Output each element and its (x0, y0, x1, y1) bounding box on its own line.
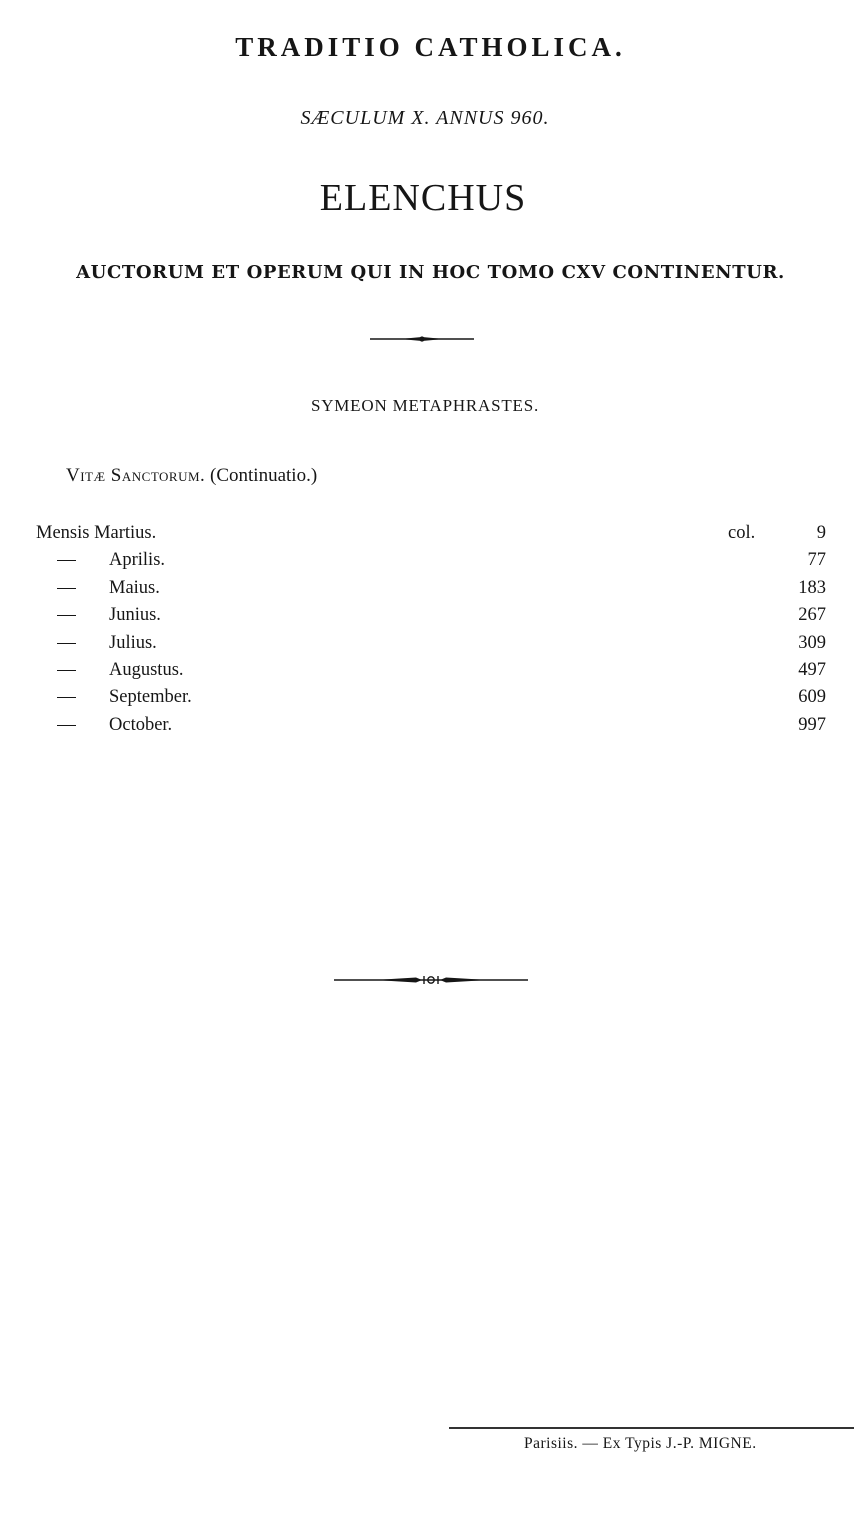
ornamental-divider-icon (370, 330, 474, 348)
dash-mark (57, 560, 76, 561)
toc-row-label: September. (109, 687, 192, 708)
toc-row-column: 183 (798, 577, 826, 598)
toc-row (36, 602, 826, 629)
toc-row-column: 309 (798, 632, 826, 653)
dash-mark (57, 725, 76, 726)
toc-row-column: 9 (816, 523, 826, 543)
toc-row (36, 575, 826, 602)
toc-row-column: 609 (798, 687, 826, 708)
toc-row-column: 497 (798, 659, 826, 680)
toc-row (36, 657, 826, 684)
toc-row (36, 520, 826, 547)
toc-row-label: Mensis Martius. (36, 523, 157, 543)
toc-row (36, 630, 826, 657)
toc-row-label: Maius. (109, 577, 160, 598)
dash-mark (57, 697, 76, 698)
toc-row-label: October. (109, 714, 173, 735)
table-of-contents (36, 520, 826, 739)
toc-row-label: Aprilis. (109, 550, 166, 571)
dash-mark (57, 615, 76, 616)
col-label: col. (728, 523, 756, 543)
dash-mark (57, 670, 76, 671)
toc-row-label: Junius. (109, 605, 161, 626)
toc-row (36, 547, 826, 574)
toc-row-column: 267 (798, 605, 826, 626)
toc-row (36, 684, 826, 711)
toc-row (36, 712, 826, 739)
century-year-line: SÆCULUM X. ANNUS 960. (300, 107, 550, 129)
index-subheading: AUCTORUM ET OPERUM QUI IN HOC TOMO CXV CONTINENTUR. (76, 262, 785, 283)
toc-row-label: Julius. (109, 632, 157, 653)
work-note: (Continuatio.) (210, 465, 318, 486)
toc-row-label: Augustus. (109, 659, 184, 680)
footer-rule (449, 1426, 854, 1430)
page-title: TRADITIO CATHOLICA. (235, 32, 626, 62)
toc-row-column: 77 (807, 550, 826, 571)
dash-mark (57, 643, 76, 644)
printer-imprint: Parisiis. — Ex Typis J.-P. MIGNE. (524, 1435, 757, 1452)
author-name: SYMEON METAPHRASTES. (310, 396, 540, 415)
work-title-text: Vitæ Sanctorum. (66, 465, 206, 486)
tailpiece-ornament-icon (334, 970, 528, 990)
work-title (66, 465, 317, 487)
toc-row-column: 997 (798, 714, 826, 735)
dash-mark (57, 588, 76, 589)
index-heading: ELENCHUS (319, 177, 527, 219)
